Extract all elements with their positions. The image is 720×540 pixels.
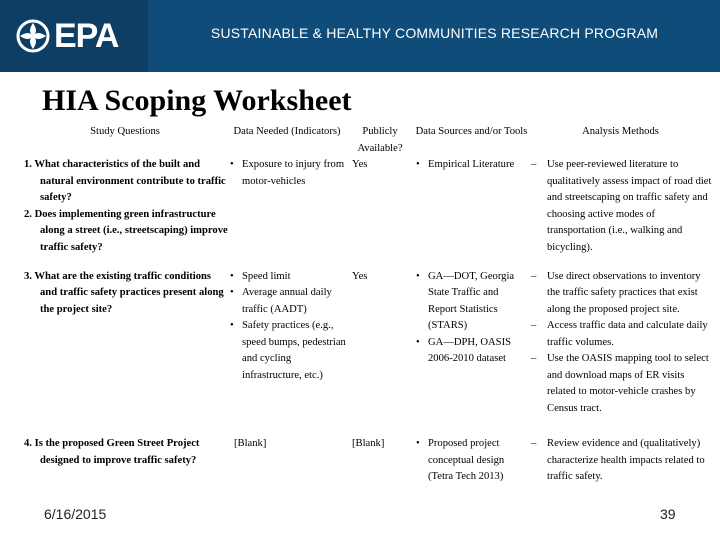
header-study-questions: Study Questions (90, 126, 160, 137)
method-item: – Review evidence and (qualitatively) characterize health impacts related to traffic safety. (529, 436, 712, 486)
study-question: 2. Does implementing green infrastructure along a street (i.e., streetscaping) improve traffic safety? (24, 208, 228, 253)
methods-cell (529, 436, 712, 492)
method-item: – Access traffic data and calculate daily traffic volumes. (529, 318, 712, 351)
program-title: SUSTAINABLE & HEALTHY COMMUNITIES RESEARCH PROGRAM (210, 25, 659, 41)
questions-cell (22, 269, 228, 437)
source-item: • Proposed project conceptual design (Tetra Tech 2013) (414, 436, 529, 486)
table-row (22, 269, 712, 437)
source-item: • GA—DOT, Georgia State Traffic and Report Statistics (STARS) (414, 269, 529, 335)
header-data-sources: Data Sources and/or Tools (415, 126, 528, 137)
source-item: • Empirical Literature (414, 157, 529, 174)
source-item: • GA—DPH, OASIS 2006-2010 dataset (414, 335, 529, 368)
data-needed-cell (228, 269, 346, 437)
header-data-needed: Data Needed (Indicators) (233, 126, 341, 137)
page-number: 39 (660, 506, 676, 522)
logo-text: EPA (54, 16, 119, 55)
table-row (22, 157, 712, 269)
sources-cell (414, 436, 529, 492)
table-row (22, 436, 712, 492)
epa-flower-icon (16, 19, 50, 53)
method-item: – Use direct observations to inventory the traffic safety practices that exist along the proposed project site. (529, 269, 712, 319)
sources-cell (414, 269, 529, 437)
methods-cell (529, 157, 712, 269)
footer-date: 6/16/2015 (44, 506, 107, 522)
data-needed-item: • Speed limit (228, 269, 346, 286)
data-needed-cell (228, 157, 346, 269)
data-needed-item: • Average annual daily traffic (AADT) (228, 285, 346, 318)
public-cell: Yes (346, 157, 414, 269)
epa-logo[interactable] (0, 0, 148, 72)
public-cell: [Blank] (346, 436, 414, 492)
data-needed-cell: [Blank] (228, 436, 346, 492)
header-analysis-methods: Analysis Methods (582, 126, 659, 137)
page-title: HIA Scoping Worksheet (42, 84, 352, 117)
scoping-worksheet-table (22, 124, 712, 492)
method-item: – Use the OASIS mapping tool to select and download maps of ER visits related to motor-vehicle crashes by Census tract. (529, 351, 712, 417)
public-cell: Yes (346, 269, 414, 437)
study-question: 3. What are the existing traffic conditions and traffic safety practices present along the project site? (24, 270, 224, 315)
data-needed-item: • Exposure to injury from motor-vehicles (228, 157, 346, 190)
methods-cell (529, 269, 712, 437)
study-question: 1. What characteristics of the built and natural environment contribute to traffic safety? (24, 159, 226, 203)
header-banner (0, 0, 720, 72)
table-header-row (22, 124, 712, 157)
sources-cell (414, 157, 529, 269)
questions-cell (22, 157, 228, 269)
questions-cell (22, 436, 228, 492)
study-question: 4. Is the proposed Green Street Project designed to improve traffic safety? (24, 438, 200, 466)
method-item: – Use peer-reviewed literature to qualitatively assess impact of road diet and streetscaping on traffic safety and choosing active modes of transportation (i.e., walking and bicycling). (529, 157, 712, 256)
data-needed-item: • Safety practices (e.g., speed bumps, pedestrian and cycling infrastructure, etc.) (228, 318, 346, 384)
header-publicly-available: Publicly Available? (357, 126, 403, 154)
